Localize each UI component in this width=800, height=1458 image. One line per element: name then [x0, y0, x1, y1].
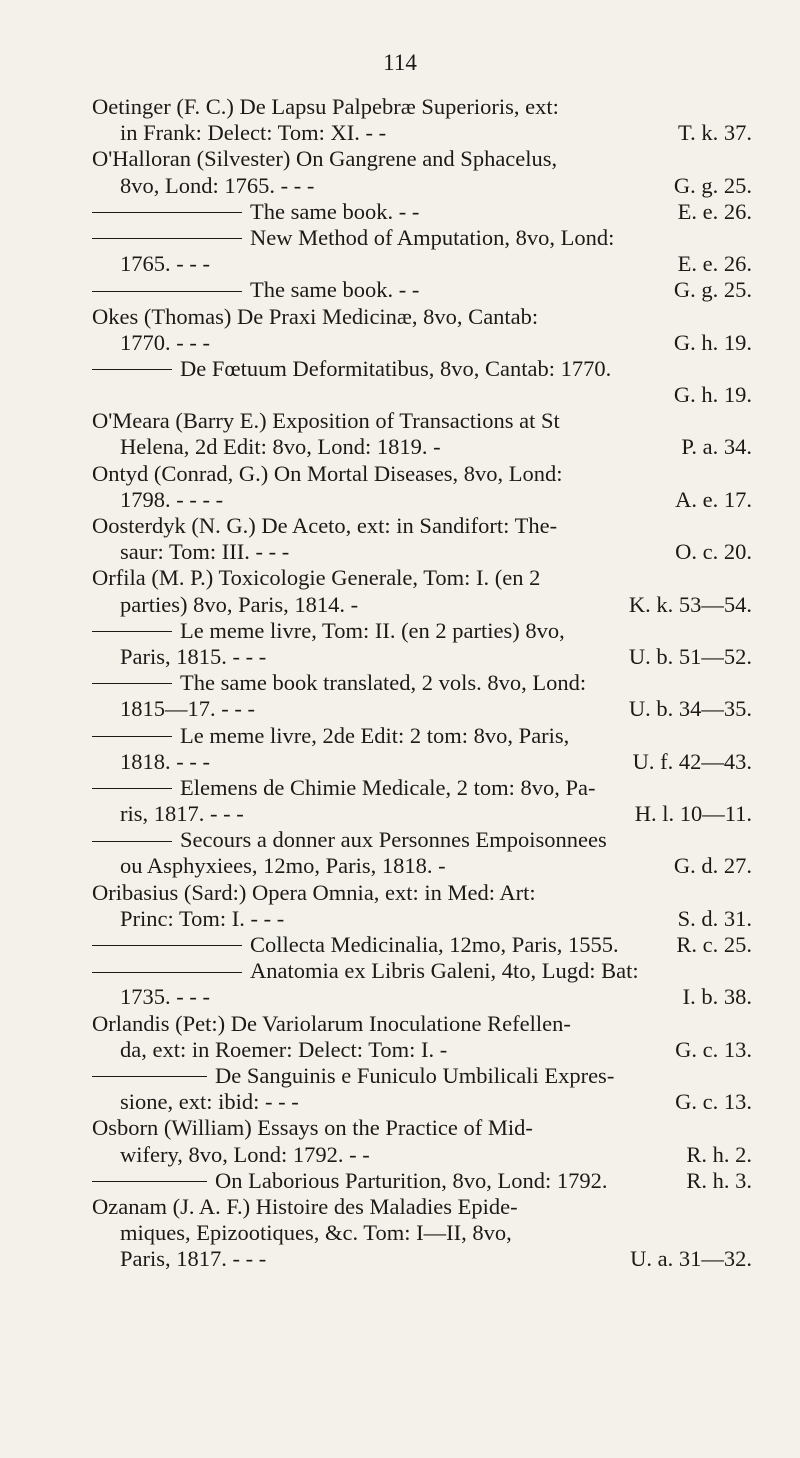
entry-text: 1735. - - - [120, 984, 210, 1010]
shelf-reference: U. f. 42—43. [632, 748, 752, 774]
entry-continuation-line [92, 1089, 752, 1115]
entry-first-line [92, 146, 752, 172]
entry-text: Le meme livre, Tom: II. (en 2 parties) 8vo, [180, 617, 565, 643]
shelf-reference: U. a. 31—32. [630, 1246, 752, 1272]
shelf-reference: G. c. 13. [675, 1089, 752, 1115]
entry-text: 1798. - - - - [120, 486, 224, 512]
shelf-reference: P. a. 34. [681, 434, 752, 460]
shelf-reference: G. c. 13. [675, 1036, 752, 1062]
entry-text: ou Asphyxiees, 12mo, Paris, 1818. - [120, 853, 446, 879]
ditto-dash [92, 631, 172, 632]
entry-text: Ozanam (J. A. F.) Histoire des Maladies Epide- [92, 1193, 518, 1219]
entry-continuation-line [92, 487, 752, 513]
entry-continuation-line [92, 644, 752, 670]
entry-text: De Fœtuum Deformitatibus, 8vo, Cantab: 1770. [180, 355, 612, 381]
ditto-dash [92, 1076, 207, 1077]
entry-text: Paris, 1815. - - - [120, 643, 267, 669]
entry-first-line [92, 1063, 752, 1089]
entry-text: 1765. - - - [120, 251, 210, 277]
entry-text: 1770. - - - [120, 329, 210, 355]
entry-text: miques, Epizootiques, &c. Tom: I—II, 8vo, [120, 1220, 512, 1246]
ditto-dash [92, 945, 242, 946]
entry-continuation-line [92, 749, 752, 775]
entry-text: 1815—17. - - - [120, 696, 255, 722]
entry-text: Anatomia ex Libris Galeni, 4to, Lugd: Bat: [250, 958, 639, 984]
entry-continuation-line [92, 801, 752, 827]
shelf-reference: R. c. 25. [676, 932, 752, 957]
entry-text: 8vo, Lond: 1765. - - - [120, 172, 315, 198]
shelf-reference: H. l. 10—11. [634, 801, 752, 827]
entry-text: Orfila (M. P.) Toxicologie Generale, Tom: I. (en 2 [92, 565, 541, 591]
entry-first-line [92, 827, 752, 853]
entry-text: saur: Tom: III. - - - [120, 539, 290, 565]
entry-continuation-line [92, 696, 752, 722]
catalogue-entry [92, 880, 752, 932]
entry-continuation-line [92, 434, 752, 460]
catalogue-entry [92, 461, 752, 513]
entry-first-line [92, 513, 752, 539]
catalogue-entry [92, 932, 752, 958]
catalogue-entry [92, 827, 752, 879]
entry-text: On Laborious Parturition, 8vo, Lond: 1792. [215, 1167, 608, 1193]
shelf-reference: U. b. 34—35. [628, 696, 752, 722]
entry-first-line [92, 1115, 752, 1141]
ditto-dash [92, 1181, 207, 1182]
ditto-dash [92, 972, 242, 973]
shelf-reference: G. d. 27. [673, 853, 752, 879]
shelf-reference: I. b. 38. [682, 984, 752, 1010]
catalogue-entry [92, 356, 752, 408]
catalogue-entry [92, 958, 752, 1010]
entry-text: Paris, 1817. - - - [120, 1246, 267, 1272]
catalogue-entry [92, 565, 752, 617]
entry-continuation-line [92, 984, 752, 1010]
entry-first-line [92, 565, 752, 591]
catalogue-entry [92, 94, 752, 146]
catalogue-entry [92, 199, 752, 225]
catalogue-entry [92, 277, 752, 303]
entry-continuation-line [92, 120, 752, 146]
entry-text: Oribasius (Sard:) Opera Omnia, ext: in Med: Art: [92, 879, 536, 905]
catalogue-entry [92, 408, 752, 460]
entry-text: Oosterdyk (N. G.) De Aceto, ext: in Sandifort: The- [92, 513, 558, 538]
entry-continuation-line [92, 382, 752, 408]
entry-text: The same book translated, 2 vols. 8vo, Lond: [180, 670, 587, 696]
entry-text: Princ: Tom: I. - - - [120, 905, 285, 931]
ditto-dash [92, 212, 242, 213]
shelf-reference: S. d. 31. [677, 905, 752, 931]
catalogue-entry [92, 1115, 752, 1167]
entry-continuation-line [92, 539, 752, 565]
ditto-dash [92, 238, 242, 239]
entry-first-line [92, 1194, 752, 1220]
entry-first-line [92, 1011, 752, 1037]
entry-first-line [92, 408, 752, 434]
shelf-reference: O. c. 20. [675, 539, 752, 565]
entry-text: Oetinger (F. C.) De Lapsu Palpebræ Superioris, ext: [92, 94, 559, 119]
entry-text: Elemens de Chimie Medicale, 2 tom: 8vo, Pa- [180, 774, 596, 800]
entry-continuation-line [92, 592, 752, 618]
entry-text: sione, ext: ibid: - - - [120, 1089, 299, 1115]
entry-first-line [92, 461, 752, 487]
entry-text: Ontyd (Conrad, G.) On Mortal Diseases, 8vo, Lond: [92, 460, 563, 486]
shelf-reference: G. g. 25. [673, 172, 752, 198]
entry-continuation-line [92, 1037, 752, 1063]
entry-text: ris, 1817. - - - [120, 801, 244, 827]
catalogue-entry [92, 723, 752, 775]
entry-text: The same book. - - [250, 198, 420, 224]
shelf-reference: A. e. 17. [675, 486, 752, 512]
ditto-dash [92, 841, 172, 842]
catalogue-entry [92, 775, 752, 827]
entry-continuation-line [92, 906, 752, 932]
catalogue-entry [92, 1063, 752, 1115]
entry-text: 1818. - - - [120, 748, 210, 774]
entry-text: in Frank: Delect: Tom: XI. - - [120, 120, 387, 146]
entry-first-line [92, 1168, 752, 1194]
entry-continuation-line [92, 853, 752, 879]
entry-continuation-line [92, 1142, 752, 1168]
shelf-reference: G. h. 19. [673, 329, 752, 355]
entry-first-line [92, 304, 752, 330]
entry-text: O'Meara (Barry E.) Exposition of Transactions at St [92, 408, 560, 434]
catalogue-entry [92, 1168, 752, 1194]
entry-text: O'Halloran (Silvester) On Gangrene and Sphacelus, [92, 146, 558, 172]
entry-first-line [92, 932, 752, 958]
catalogue-entry [92, 670, 752, 722]
entry-text: Okes (Thomas) De Praxi Medicinæ, 8vo, Cantab: [92, 303, 539, 329]
ditto-dash [92, 736, 172, 737]
ditto-dash [92, 788, 172, 789]
entry-first-line [92, 880, 752, 906]
entry-text: wifery, 8vo, Lond: 1792. - - [120, 1141, 370, 1167]
shelf-reference: R. h. 2. [686, 1141, 752, 1167]
ditto-dash [92, 291, 242, 292]
entry-text: da, ext: in Roemer: Delect: Tom: I. - [120, 1036, 448, 1062]
page-number: 114 [383, 50, 417, 75]
shelf-reference: E. e. 26. [677, 251, 752, 277]
entry-text: The same book. - - [250, 277, 420, 303]
shelf-reference: G. g. 25. [673, 277, 752, 303]
entry-continuation-line [92, 1246, 752, 1272]
entry-text: Collecta Medicinalia, 12mo, Paris, 1555. [250, 932, 619, 957]
shelf-reference: E. e. 26. [677, 198, 752, 224]
entry-first-line [92, 670, 752, 696]
catalogue-entry [92, 513, 752, 565]
entry-text: Helena, 2d Edit: 8vo, Lond: 1819. - [120, 434, 441, 460]
shelf-reference: K. k. 53—54. [628, 591, 752, 617]
entry-continuation-line [92, 330, 752, 356]
catalogue-entry [92, 1011, 752, 1063]
entry-first-line [92, 775, 752, 801]
entry-first-line [92, 356, 752, 382]
entry-continuation-line [92, 173, 752, 199]
shelf-reference: T. k. 37. [678, 120, 752, 146]
entry-first-line [92, 94, 752, 120]
catalogue-entry [92, 618, 752, 670]
entry-first-line [92, 958, 752, 984]
entry-continuation-line [92, 251, 752, 277]
shelf-reference: U. b. 51—52. [628, 643, 752, 669]
catalogue-entry [92, 146, 752, 198]
catalogue-entry [92, 1194, 752, 1273]
entry-first-line [92, 723, 752, 749]
shelf-reference: G. h. 19. [673, 382, 752, 408]
ditto-dash [92, 683, 172, 684]
entry-text: Le meme livre, 2de Edit: 2 tom: 8vo, Paris, [180, 722, 570, 748]
entry-first-line [92, 225, 752, 251]
entry-first-line [92, 618, 752, 644]
catalogue-entry [92, 304, 752, 356]
ditto-dash [92, 369, 172, 370]
entry-first-line [92, 277, 752, 303]
entry-continuation-line [92, 1220, 752, 1246]
entry-first-line [92, 199, 752, 225]
entry-text: Secours a donner aux Personnes Empoisonnees [180, 827, 607, 853]
entry-text: Osborn (William) Essays on the Practice of Mid- [92, 1115, 533, 1141]
entry-text: parties) 8vo, Paris, 1814. - [120, 591, 359, 617]
catalogue-entry [92, 225, 752, 277]
entry-text: Orlandis (Pet:) De Variolarum Inoculatione Refellen- [92, 1010, 571, 1036]
shelf-reference: R. h. 3. [686, 1167, 752, 1193]
entry-text: De Sanguinis e Funiculo Umbilicali Expres- [215, 1062, 615, 1088]
entry-text: New Method of Amputation, 8vo, Lond: [250, 224, 615, 250]
entry-list [92, 94, 752, 1272]
